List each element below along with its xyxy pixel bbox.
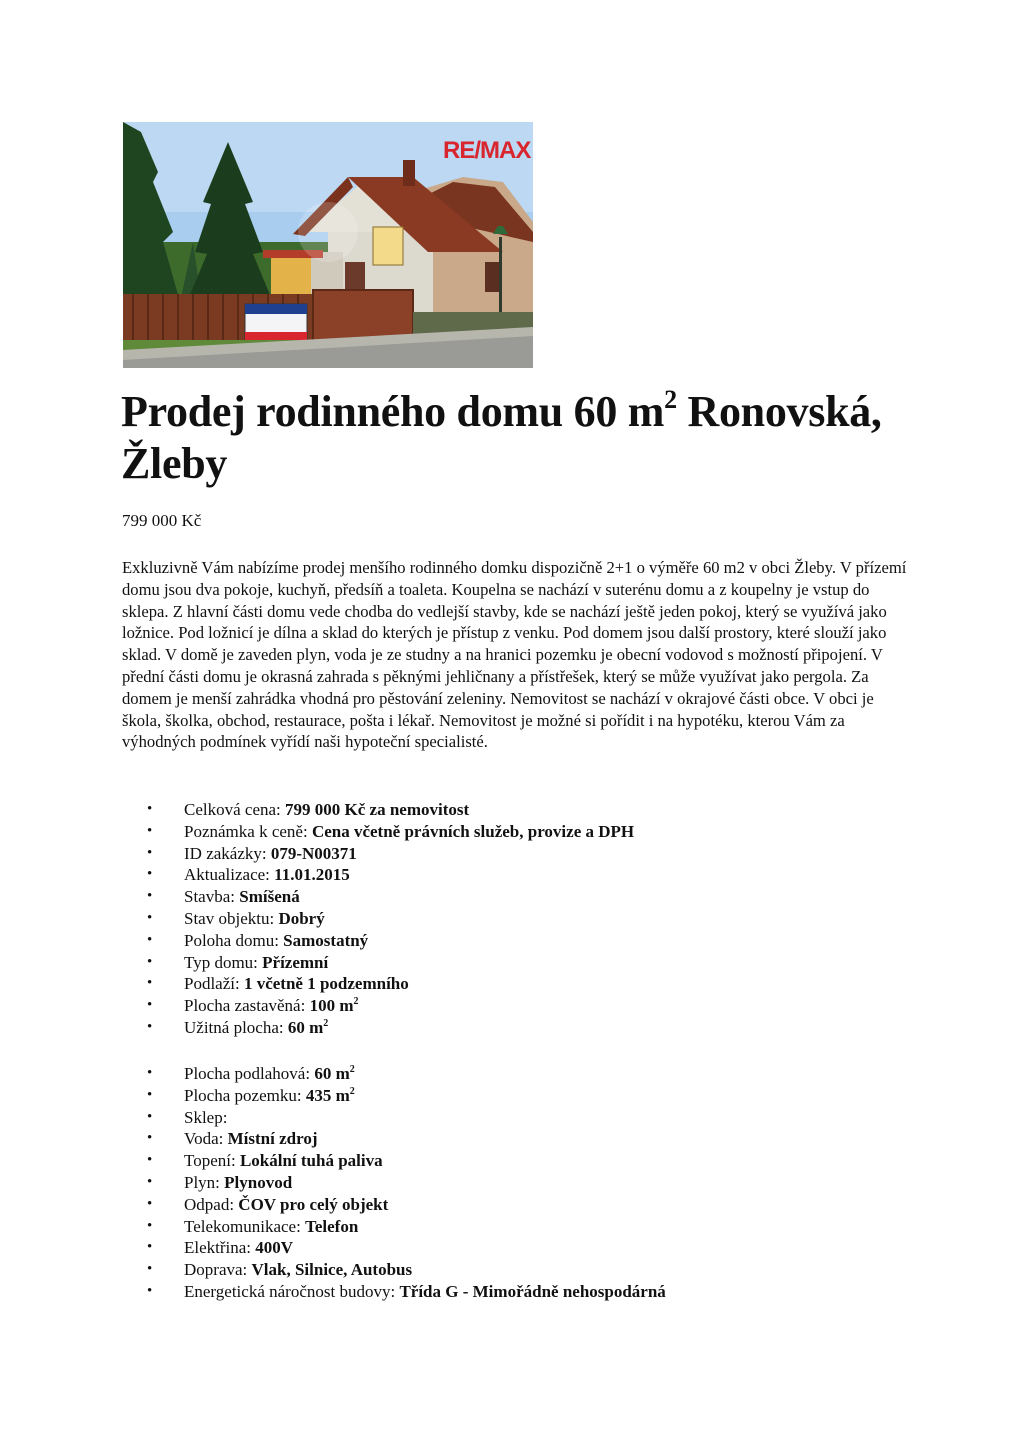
- parameter-value: 60 m: [314, 1064, 350, 1083]
- bullet-icon: •: [147, 1239, 153, 1256]
- bullet-icon: •: [147, 1108, 153, 1125]
- parameter-item: [122, 886, 882, 908]
- parameter-label: Topení:: [184, 1151, 240, 1171]
- parameter-value: Samostatný: [283, 930, 369, 950]
- title-superscript: 2: [664, 385, 677, 414]
- parameter-item: [122, 908, 882, 930]
- parameter-value: Smíšená: [239, 887, 300, 907]
- parameter-label: Poloha domu:: [184, 930, 284, 950]
- parameter-value: Plynovod: [224, 1172, 293, 1192]
- listing-description: Exkluzivně Vám nabízíme prodej menšího rodinného domku dispozičně 2+1 o výměře 60 m2 v obci Žleby. V přízemí domu jsou dva pokoje, kuchyň, předsíň a toaleta. Koupelna se nachází v suterénu domu a z koupelny je vstup do sklepa. Z hlavní části domu vede chodba do vedlejší stavby, kde se nachází ještě jeden pokoj, který se využívá jako ložnice. Pod ložnicí je dílna a sklad do kterých je přístup z venku. Pod domem jsou další prostory, které slouží jako sklad. V domě je zaveden plyn, voda je ze studny a na hranici pozemku je obecní vodovod s možností připojení. V přední části domu je okrasná zahrada s pěknými jehličnany a přístřešek, který se může využívat jako pergola. Za domem je menší zahrádka vhodná pro pěstování zeleniny. Nemovitost se nachází v okrajové části obce. V obci je škola, školka, obchod, restaurace, pošta i lékař. Nemovitost je možné si pořídit i na hypotéku, kterou Vám za výhodných podmínek vyřídí naši hypoteční specialisté.: [122, 558, 907, 752]
- parameter-value: 435 m: [305, 1085, 350, 1105]
- parameter-value: 1 včetně 1 podzemního: [243, 974, 409, 994]
- bullet-icon: •: [147, 844, 153, 861]
- parameter-value: Přízemní: [262, 952, 329, 972]
- parameter-item: [122, 1085, 882, 1107]
- parameter-value: 100 m: [309, 996, 354, 1016]
- parameter-item: [122, 1150, 882, 1172]
- parameter-item: [122, 1194, 882, 1216]
- listing-title: [121, 386, 901, 490]
- parameter-label: Poznámka k ceně:: [184, 821, 312, 841]
- parameter-label: Sklep:: [184, 1107, 228, 1127]
- parameter-value: Telefon: [305, 1216, 359, 1236]
- parameter-item: [122, 952, 882, 974]
- bullet-icon: •: [147, 1173, 153, 1190]
- parameter-item: [122, 1172, 882, 1194]
- parameter-label: Plocha zastavěná:: [184, 996, 310, 1016]
- parameter-unit-superscript: 2: [349, 1085, 355, 1097]
- parameter-item: [122, 995, 882, 1017]
- bullet-icon: •: [147, 1065, 153, 1081]
- parameter-label: Voda:: [184, 1129, 228, 1149]
- parameter-item: [122, 843, 882, 865]
- parameter-item: [122, 1259, 882, 1281]
- parameter-item: [122, 1281, 882, 1303]
- remax-logo: RE/MAX: [443, 137, 531, 164]
- parameter-value: 60 m: [287, 1017, 324, 1037]
- parameter-unit-superscript: 2: [353, 996, 359, 1008]
- bullet-icon: •: [147, 801, 153, 817]
- parameter-label: Podlaží:: [184, 974, 244, 994]
- bullet-icon: •: [147, 1152, 153, 1169]
- parameter-item: [122, 1017, 882, 1039]
- parameter-label: Užitná plocha:: [184, 1017, 288, 1037]
- parameter-item: [122, 1107, 882, 1129]
- parameter-label: Stav objektu:: [184, 908, 279, 928]
- parameter-unit-superscript: 2: [323, 1017, 329, 1029]
- property-photo: [123, 122, 533, 368]
- parameter-item: [122, 973, 882, 995]
- bullet-icon: •: [147, 1195, 153, 1212]
- bullet-icon: •: [147, 975, 153, 992]
- parameter-label: Elektřina:: [184, 1238, 256, 1258]
- parameter-unit-superscript: 2: [349, 1064, 355, 1075]
- parameter-label: Energetická náročnost budovy:: [184, 1281, 400, 1301]
- parameter-item: [122, 821, 882, 843]
- parameter-item: [122, 930, 882, 952]
- house-photo-image: [123, 122, 533, 368]
- bullet-icon: •: [147, 997, 153, 1014]
- title-text-part2: Ronovská, Žleby: [121, 387, 882, 488]
- parameter-label: Celková cena:: [184, 800, 286, 819]
- bullet-icon: •: [147, 953, 153, 970]
- bullet-icon: •: [147, 1130, 153, 1147]
- parameters-list-2: [122, 1063, 882, 1303]
- parameter-value: 400V: [255, 1238, 294, 1258]
- parameter-item: [122, 799, 882, 821]
- bullet-icon: •: [147, 909, 153, 926]
- bullet-icon: •: [147, 1282, 153, 1299]
- bullet-icon: •: [147, 931, 153, 948]
- bullet-icon: •: [147, 822, 153, 839]
- parameter-value: Cena včetně právních služeb, provize a DPH: [311, 821, 635, 841]
- parameter-item: [122, 1237, 882, 1259]
- parameter-value: Místní zdroj: [227, 1129, 318, 1149]
- parameter-item: [122, 1063, 882, 1085]
- listing-price: 799 000 Kč: [122, 511, 202, 530]
- parameter-value: 079-N00371: [270, 843, 357, 863]
- parameter-label: Doprava:: [184, 1260, 252, 1280]
- parameter-value: Vlak, Silnice, Autobus: [251, 1260, 413, 1280]
- bullet-icon: •: [147, 1261, 153, 1278]
- bullet-icon: •: [147, 866, 153, 883]
- bullet-icon: •: [147, 1217, 153, 1234]
- bullet-icon: •: [147, 888, 153, 905]
- title-text-part1: Prodej rodinného domu 60 m: [121, 387, 665, 436]
- parameter-label: Plocha podlahová:: [184, 1064, 315, 1083]
- bullet-icon: •: [147, 1086, 153, 1103]
- parameter-value: ČOV pro celý objekt: [238, 1194, 389, 1214]
- parameter-label: Typ domu:: [184, 952, 263, 972]
- parameter-label: ID zakázky:: [184, 843, 271, 863]
- parameter-value: Lokální tuhá paliva: [239, 1151, 383, 1171]
- parameter-value: 11.01.2015: [274, 865, 350, 885]
- parameter-value: 799 000 Kč za nemovitost: [285, 800, 470, 819]
- parameter-item: [122, 1216, 882, 1238]
- parameter-value: Třída G - Mimořádně nehospodárná: [399, 1281, 666, 1301]
- parameter-label: Plyn:: [184, 1172, 225, 1192]
- parameter-label: Aktualizace:: [184, 865, 275, 885]
- parameter-label: Stavba:: [184, 887, 240, 907]
- parameter-value: Dobrý: [278, 908, 325, 928]
- parameter-item: [122, 864, 882, 886]
- bullet-icon: •: [147, 1018, 153, 1035]
- parameter-label: Odpad:: [184, 1194, 239, 1214]
- parameter-label: Telekomunikace:: [184, 1216, 306, 1236]
- parameter-item: [122, 1128, 882, 1150]
- parameter-label: Plocha pozemku:: [184, 1085, 306, 1105]
- parameters-list-1: [122, 799, 882, 1039]
